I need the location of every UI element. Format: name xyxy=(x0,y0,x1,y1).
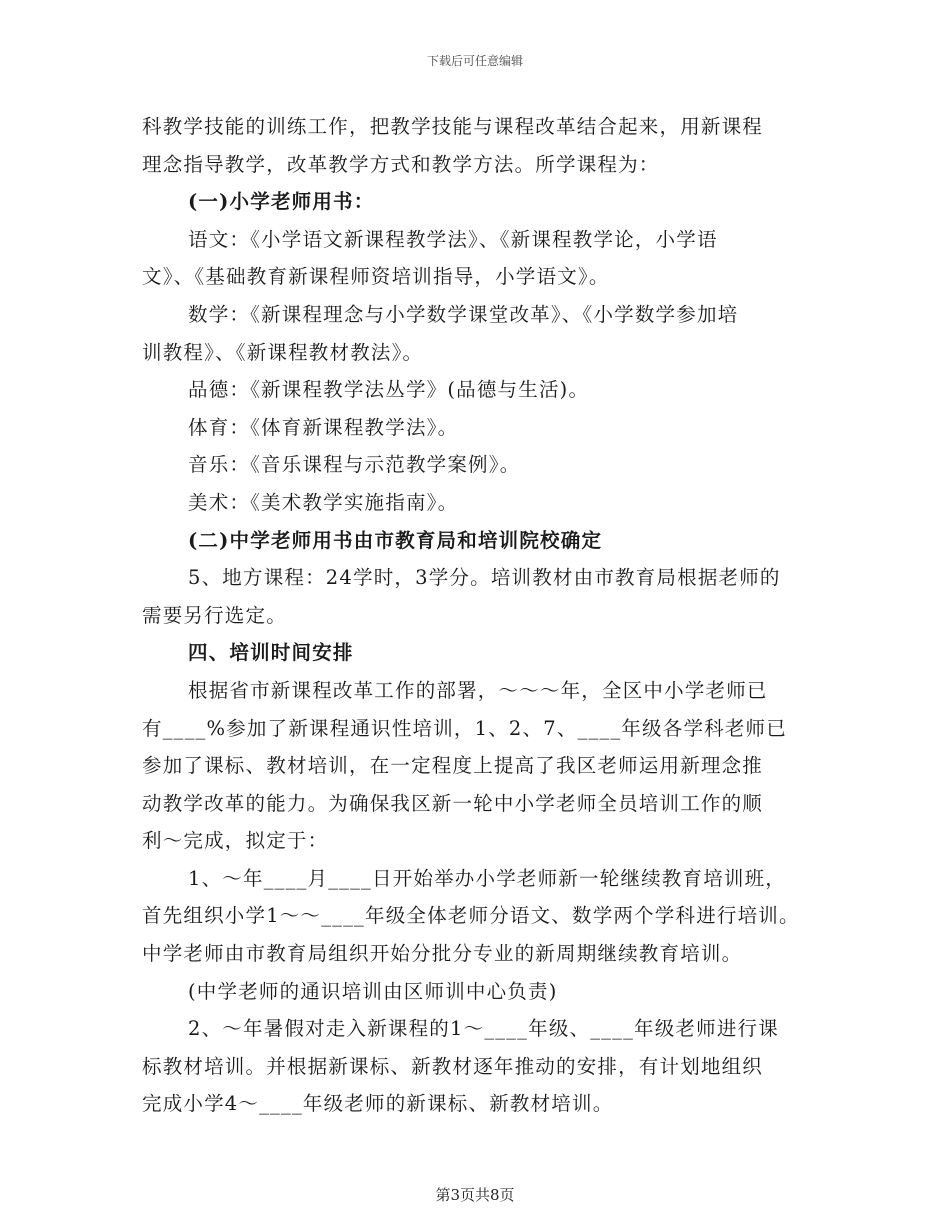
section-heading: 四、培训时间安排 xyxy=(188,641,354,665)
text-line: 中学老师由市教育局组织开始分批分专业的新周期继续教育培训。 xyxy=(142,942,743,966)
text-line: 参加了课标、教材培训，在一定程度上提高了我区老师运用新理念推 xyxy=(142,754,764,778)
text-line: 体育：《体育新课程教学法》。 xyxy=(188,415,459,439)
text-line: 完成小学4～____年级老师的新课标、新教材培训。 xyxy=(142,1092,614,1116)
text-line: 科教学技能的训练工作，把教学技能与课程改革结合起来，用新课程 xyxy=(142,115,764,138)
text-line: (中学老师的通识培训由区师训中心负责) xyxy=(188,979,558,1003)
text-line: 首先组织小学1～～____年级全体老师分语文、数学两个学科进行培训。 xyxy=(142,904,800,928)
document-body xyxy=(142,108,822,1123)
text-line: 语文：《小学语文新课程教学法》、《新课程教学论，小学语 xyxy=(188,227,718,251)
text-line: 音乐：《音乐课程与示范教学案例》。 xyxy=(188,453,521,477)
text-line: 数学：《新课程理念与小学数学课堂改革》、《小学数学参加培 xyxy=(188,302,739,326)
text-line: 理念指导教学，改革教学方式和教学方法。所学课程为： xyxy=(142,152,660,176)
text-line: 训教程》、《新课程教材教法》。 xyxy=(142,340,424,364)
text-line: 1、～年____月____日开始举办小学老师新一轮继续教育培训班， xyxy=(188,866,787,890)
text-line: 美术：《美术教学实施指南》。 xyxy=(188,490,459,514)
section-heading: (一)小学老师用书： xyxy=(188,190,375,214)
text-line: 动教学改革的能力。为确保我区新一轮中小学老师全员培训工作的顺 xyxy=(142,791,764,815)
text-line: 品德：《新课程教学法丛学》(品德与生活)。 xyxy=(188,378,590,402)
text-line: 2、～年暑假对走入新课程的1～____年级、____年级老师进行课 xyxy=(188,1017,779,1041)
text-line: 有____%参加了新课程通识性培训，1、2、7、____年级各学科老师已 xyxy=(142,716,787,740)
text-line: 需要另行选定。 xyxy=(142,603,287,627)
page-number: 第3页共8页 xyxy=(435,1186,515,1204)
text-line: 文》、《基础教育新课程师资培训指导，小学语文》。 xyxy=(142,265,610,289)
text-line: 5、地方课程：24学时，3学分。培训教材由市教育局根据老师的 xyxy=(188,566,781,590)
section-heading: (二)中学老师用书由市教育局和培训院校确定 xyxy=(188,528,603,552)
text-line: 利～完成，拟定于： xyxy=(142,829,329,853)
text-line: 根据省市新课程改革工作的部署，～～～年，全区中小学老师已 xyxy=(188,678,768,702)
text-line: 标教材培训。并根据新课标、新教材逐年推动的安排，有计划地组织 xyxy=(142,1054,764,1078)
page-header: 下载后可任意编辑 xyxy=(426,54,523,68)
